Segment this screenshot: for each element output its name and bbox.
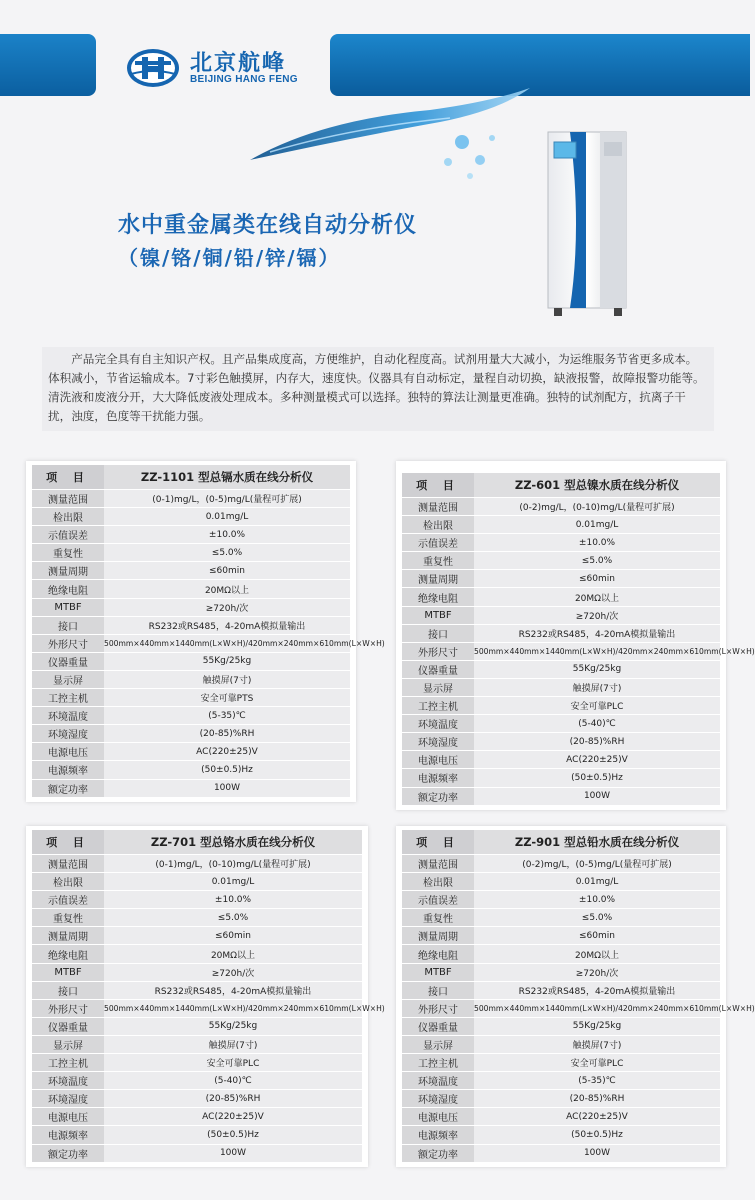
spec-value: (0-2)mg/L，(0-5)mg/L(量程可扩展): [474, 855, 720, 873]
table-row: [32, 580, 350, 598]
spec-value: 55Kg/25kg: [474, 1017, 720, 1035]
table-row: [32, 508, 350, 526]
table-header-row: [402, 830, 720, 855]
table-header-item: 项 目: [402, 830, 474, 855]
spec-value: AC(220±25)V: [474, 1108, 720, 1126]
table-row: [402, 855, 720, 873]
spec-value: ≤60min: [474, 570, 720, 588]
table-row: [32, 616, 350, 634]
spec-value: (5-40)℃: [104, 1072, 362, 1090]
table-row: [32, 652, 350, 670]
spec-key: 电源电压: [402, 1108, 474, 1126]
spec-key: MTBF: [402, 606, 474, 624]
spec-value: ≤5.0%: [474, 909, 720, 927]
spec-key: 接口: [32, 981, 104, 999]
product-description: [42, 347, 714, 431]
table-row: [402, 697, 720, 715]
spec-key: 示值误差: [32, 526, 104, 544]
water-splash-image: [240, 80, 550, 190]
spec-key: 测量范围: [32, 490, 104, 508]
table-row: [402, 891, 720, 909]
table-row: [402, 516, 720, 534]
spec-key: 外形尺寸: [32, 634, 104, 652]
spec-value: ≤5.0%: [474, 552, 720, 570]
table-header-item: 项 目: [32, 465, 104, 490]
table-row: [402, 751, 720, 769]
table-header-row: [32, 465, 350, 490]
spec-key: 重复性: [402, 552, 474, 570]
table-row: [402, 1144, 720, 1162]
table-row: [32, 743, 350, 761]
spec-value: 触摸屏(7寸): [104, 1035, 362, 1053]
table-row: [32, 999, 362, 1017]
table-row: [32, 670, 350, 688]
spec-key: 重复性: [32, 909, 104, 927]
spec-key: 绝缘电阻: [32, 580, 104, 598]
spec-key: 仪器重量: [32, 1017, 104, 1035]
table-row: [32, 945, 362, 963]
product-subtitle: （镍/铬/铜/铅/锌/镉）: [118, 246, 341, 270]
table-row: [402, 999, 720, 1017]
spec-value: AC(220±25)V: [104, 1108, 362, 1126]
spec-key: 检出限: [402, 516, 474, 534]
spec-key: 显示屏: [402, 1035, 474, 1053]
spec-value: 55Kg/25kg: [474, 660, 720, 678]
table-row: [32, 1126, 362, 1144]
table-row: [32, 1090, 362, 1108]
spec-key: 工控主机: [32, 1054, 104, 1072]
table-header-model: ZZ-1101 型总镉水质在线分析仪: [104, 465, 350, 490]
spec-value: (20-85)%RH: [474, 1090, 720, 1108]
spec-value: 安全可靠PTS: [104, 689, 350, 707]
spec-key: 检出限: [402, 873, 474, 891]
spec-value: (50±0.5)Hz: [474, 1126, 720, 1144]
spec-key: 测量范围: [32, 855, 104, 873]
table-header-row: [402, 473, 720, 498]
spec-key: 电源电压: [402, 751, 474, 769]
spec-value: ≤5.0%: [104, 909, 362, 927]
spec-key: 绝缘电阻: [402, 945, 474, 963]
spec-key: 环境温度: [402, 1072, 474, 1090]
spec-value: ≥720h/次: [474, 963, 720, 981]
spec-value: (50±0.5)Hz: [104, 761, 350, 779]
spec-key: 显示屏: [32, 670, 104, 688]
spec-key: 电源频率: [402, 1126, 474, 1144]
spec-key: 工控主机: [32, 689, 104, 707]
spec-key: 仪器重量: [32, 652, 104, 670]
spec-value: 100W: [474, 1144, 720, 1162]
spec-key: 示值误差: [32, 891, 104, 909]
spec-key: 显示屏: [32, 1035, 104, 1053]
table-row: [402, 498, 720, 516]
spec-key: 绝缘电阻: [402, 588, 474, 606]
table-row: [32, 761, 350, 779]
spec-value: 500mm×440mm×1440mm(L×W×H)/420mm×240mm×610mm(L×W×H): [474, 642, 720, 660]
table-row: [32, 981, 362, 999]
company-name-cn: 北京航峰: [190, 51, 287, 76]
table-header-model: ZZ-901 型总铅水质在线分析仪: [474, 830, 720, 855]
spec-key: 额定功率: [32, 779, 104, 797]
spec-value: ≥720h/次: [104, 598, 350, 616]
spec-key: 仪器重量: [402, 1017, 474, 1035]
table-row: [402, 1090, 720, 1108]
spec-key: 外形尺寸: [402, 999, 474, 1017]
spec-value: 500mm×440mm×1440mm(L×W×H)/420mm×240mm×610mm(L×W×H): [104, 634, 350, 652]
spec-key: 环境湿度: [32, 1090, 104, 1108]
table-row: [402, 1108, 720, 1126]
table-row: [402, 981, 720, 999]
spec-value: ≤60min: [104, 562, 350, 580]
spec-value: ≤60min: [474, 927, 720, 945]
table-row: [402, 945, 720, 963]
table-row: [402, 588, 720, 606]
spec-value: (20-85)%RH: [104, 1090, 362, 1108]
spec-value: 0.01mg/L: [474, 516, 720, 534]
spec-table-zz701: [26, 826, 385, 1167]
spec-value: 0.01mg/L: [104, 508, 350, 526]
spec-value: 触摸屏(7寸): [474, 1035, 720, 1053]
spec-value: (0-1)mg/L，(0-5)mg/L(量程可扩展): [104, 490, 350, 508]
spec-key: 环境温度: [402, 715, 474, 733]
spec-key: 显示屏: [402, 678, 474, 696]
table-row: [32, 891, 362, 909]
spec-value: (50±0.5)Hz: [104, 1126, 362, 1144]
spec-value: ±10.0%: [474, 891, 720, 909]
table-row: [402, 642, 720, 660]
spec-value: ≥720h/次: [474, 606, 720, 624]
spec-value: (0-1)mg/L，(0-10)mg/L(量程可扩展): [104, 855, 362, 873]
spec-key: 测量周期: [402, 927, 474, 945]
spec-value: (50±0.5)Hz: [474, 769, 720, 787]
table-row: [32, 1035, 362, 1053]
table-row: [32, 963, 362, 981]
table-header-item: 项 目: [32, 830, 104, 855]
spec-value: 20MΩ以上: [474, 588, 720, 606]
spec-key: 电源频率: [32, 761, 104, 779]
spec-key: 额定功率: [402, 787, 474, 805]
spec-value: 500mm×440mm×1440mm(L×W×H)/420mm×240mm×610mm(L×W×H): [104, 999, 362, 1017]
table-row: [402, 1054, 720, 1072]
spec-value: (5-35)℃: [104, 707, 350, 725]
spec-value: 安全可靠PLC: [104, 1054, 362, 1072]
company-name-en: BEIJING HANG FENG: [190, 74, 298, 85]
table-row: [402, 787, 720, 805]
table-row: [32, 927, 362, 945]
spec-value: 0.01mg/L: [474, 873, 720, 891]
spec-table-zz601: [396, 461, 755, 810]
table-row: [402, 1126, 720, 1144]
spec-value: ≥720h/次: [104, 963, 362, 981]
spec-value: 触摸屏(7寸): [474, 678, 720, 696]
spec-key: 接口: [402, 981, 474, 999]
spec-value: 触摸屏(7寸): [104, 670, 350, 688]
table-row: [402, 769, 720, 787]
table-row: [402, 733, 720, 751]
table-row: [402, 927, 720, 945]
banner-left-bar: [0, 34, 96, 96]
table-row: [32, 779, 350, 797]
spec-key: 示值误差: [402, 534, 474, 552]
table-row: [32, 562, 350, 580]
spec-value: 100W: [474, 787, 720, 805]
spec-key: MTBF: [402, 963, 474, 981]
spec-value: ≤5.0%: [104, 544, 350, 562]
spec-key: 外形尺寸: [32, 999, 104, 1017]
spec-value: 安全可靠PLC: [474, 697, 720, 715]
table-row: [32, 1017, 362, 1035]
table-row: [402, 678, 720, 696]
spec-key: 外形尺寸: [402, 642, 474, 660]
table-row: [402, 1017, 720, 1035]
spec-value: (20-85)%RH: [474, 733, 720, 751]
table-row: [32, 598, 350, 616]
spec-value: ≤60min: [104, 927, 362, 945]
table-row: [402, 715, 720, 733]
spec-key: 测量范围: [402, 498, 474, 516]
table-row: [32, 1144, 362, 1162]
spec-value: (5-40)℃: [474, 715, 720, 733]
spec-value: RS232或RS485，4-20mA模拟量输出: [474, 981, 720, 999]
table-row: [402, 552, 720, 570]
spec-value: RS232或RS485，4-20mA模拟量输出: [474, 624, 720, 642]
hangfeng-logo-icon: [126, 48, 180, 88]
table-row: [402, 1035, 720, 1053]
spec-value: 55Kg/25kg: [104, 652, 350, 670]
spec-key: MTBF: [32, 963, 104, 981]
table-row: [32, 526, 350, 544]
spec-key: 环境温度: [32, 707, 104, 725]
spec-key: 绝缘电阻: [32, 945, 104, 963]
spec-key: 额定功率: [402, 1144, 474, 1162]
table-row: [32, 725, 350, 743]
spec-value: RS232或RS485，4-20mA模拟量输出: [104, 981, 362, 999]
table-row: [402, 624, 720, 642]
spec-key: 电源频率: [32, 1126, 104, 1144]
table-row: [32, 634, 350, 652]
table-header-model: ZZ-701 型总铬水质在线分析仪: [104, 830, 362, 855]
spec-value: (20-85)%RH: [104, 725, 350, 743]
table-row: [32, 490, 350, 508]
spec-key: 环境湿度: [32, 725, 104, 743]
spec-value: (0-2)mg/L，(0-10)mg/L(量程可扩展): [474, 498, 720, 516]
spec-key: 电源电压: [32, 743, 104, 761]
spec-key: 工控主机: [402, 1054, 474, 1072]
table-row: [32, 1108, 362, 1126]
table-row: [402, 534, 720, 552]
table-row: [32, 544, 350, 562]
table-row: [32, 1054, 362, 1072]
spec-key: 测量周期: [402, 570, 474, 588]
table-header-row: [32, 830, 362, 855]
spec-key: 重复性: [32, 544, 104, 562]
spec-key: 检出限: [32, 508, 104, 526]
spec-key: 测量周期: [32, 927, 104, 945]
table-row: [402, 606, 720, 624]
spec-key: 接口: [402, 624, 474, 642]
table-row: [32, 689, 350, 707]
spec-table-zz901: [396, 826, 755, 1167]
spec-value: 100W: [104, 1144, 362, 1162]
spec-key: 检出限: [32, 873, 104, 891]
spec-key: MTBF: [32, 598, 104, 616]
spec-value: RS232或RS485，4-20mA模拟量输出: [104, 616, 350, 634]
spec-value: 20MΩ以上: [104, 580, 350, 598]
spec-key: 额定功率: [32, 1144, 104, 1162]
table-row: [32, 707, 350, 725]
spec-key: 环境湿度: [402, 733, 474, 751]
table-row: [402, 963, 720, 981]
analyzer-cabinet-image: [540, 128, 636, 318]
spec-key: 电源电压: [32, 1108, 104, 1126]
table-row: [402, 660, 720, 678]
table-row: [402, 873, 720, 891]
spec-value: 20MΩ以上: [104, 945, 362, 963]
table-header-item: 项 目: [402, 473, 474, 498]
spec-key: 工控主机: [402, 697, 474, 715]
spec-key: 电源频率: [402, 769, 474, 787]
table-row: [32, 873, 362, 891]
spec-value: ±10.0%: [104, 526, 350, 544]
product-title: 水中重金属类在线自动分析仪: [118, 213, 418, 238]
spec-value: ±10.0%: [104, 891, 362, 909]
spec-key: 示值误差: [402, 891, 474, 909]
table-row: [402, 1072, 720, 1090]
spec-key: 环境湿度: [402, 1090, 474, 1108]
spec-key: 重复性: [402, 909, 474, 927]
spec-key: 接口: [32, 616, 104, 634]
table-row: [32, 909, 362, 927]
spec-key: 测量范围: [402, 855, 474, 873]
table-row: [402, 570, 720, 588]
description-text: 产品完全具有自主知识产权。且产品集成度高，方便维护，自动化程度高。试剂用量大大减小，为运维服务节省更多成本。体积减小，节省运输成本。7寸彩色触摸屏，内存大，速度快。仪器具有自动标定，量程自动切换，缺液报警，故障报警功能等。清洗液和废液分开，大大降低废液处理成本。多种测量模式可以选择。独特的算法让测量更准确。独特的试剂配方，抗离子干扰，浊度，色度等干扰能力强。: [48, 352, 705, 423]
spec-key: 测量周期: [32, 562, 104, 580]
table-row: [32, 1072, 362, 1090]
spec-value: (5-35)℃: [474, 1072, 720, 1090]
table-row: [402, 909, 720, 927]
spec-value: 安全可靠PLC: [474, 1054, 720, 1072]
spec-value: AC(220±25)V: [474, 751, 720, 769]
spec-value: 20MΩ以上: [474, 945, 720, 963]
spec-value: 0.01mg/L: [104, 873, 362, 891]
spec-value: 55Kg/25kg: [104, 1017, 362, 1035]
spec-key: 仪器重量: [402, 660, 474, 678]
spec-value: 100W: [104, 779, 350, 797]
table-row: [32, 855, 362, 873]
spec-value: AC(220±25)V: [104, 743, 350, 761]
spec-value: ±10.0%: [474, 534, 720, 552]
spec-table-zz1101: [26, 461, 385, 802]
spec-value: 500mm×440mm×1440mm(L×W×H)/420mm×240mm×610mm(L×W×H): [474, 999, 720, 1017]
table-header-model: ZZ-601 型总镍水质在线分析仪: [474, 473, 720, 498]
spec-key: 环境温度: [32, 1072, 104, 1090]
